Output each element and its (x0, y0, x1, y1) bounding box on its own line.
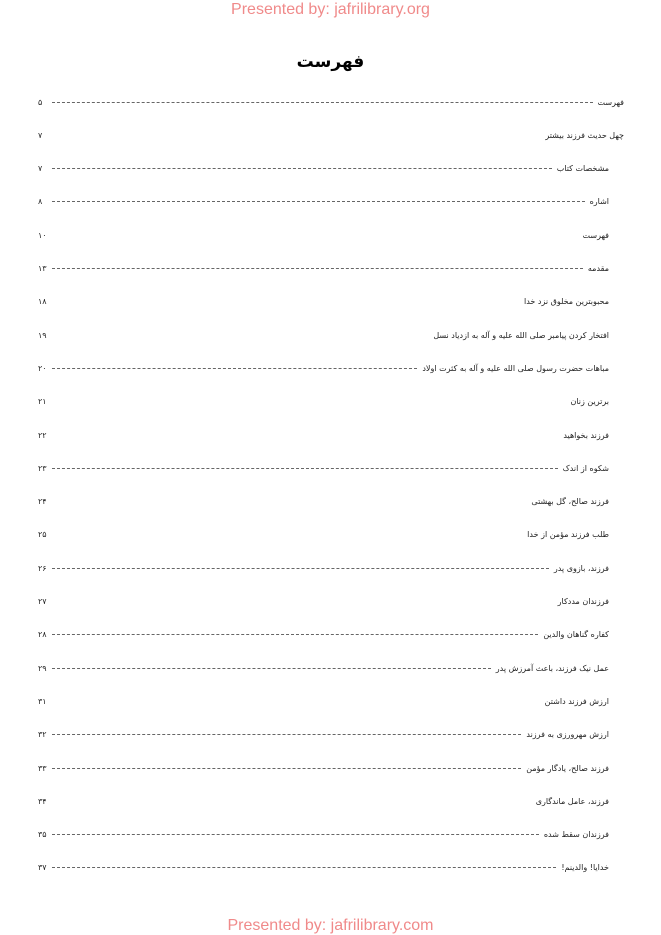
toc-entry[interactable] (38, 628, 609, 642)
toc-leader-dots (52, 435, 558, 436)
toc-entry-label: فرزند، بازوی پدر (553, 563, 609, 573)
watermark-top: Presented by: jafrilibrary.org (231, 1, 430, 18)
toc-leader-dots (52, 801, 531, 802)
toc-leader-dots (52, 135, 540, 136)
toc-leader-dots (52, 668, 491, 669)
toc-leader-dots (52, 634, 538, 635)
toc-entry-page-number: ۲۰ (38, 363, 47, 373)
page-title: فهرست (296, 52, 365, 72)
toc-leader-dots (52, 568, 549, 569)
toc-entry-label: عمل نیک فرزند، باعث آمرزش پدر (495, 663, 609, 673)
toc-leader-dots (52, 734, 521, 735)
toc-entry-label: خدایا! والدینم! (561, 863, 609, 873)
toc-entry-page-number: ۷ (38, 164, 43, 174)
toc-leader-dots (52, 168, 552, 169)
toc-leader-dots (52, 401, 565, 402)
toc-entry-label: شکوه از اندک (562, 463, 609, 473)
toc-entry[interactable] (38, 495, 609, 509)
toc-leader-dots (52, 368, 417, 369)
toc-entry[interactable] (38, 461, 609, 475)
toc-entry-label: فرزندان سقط شده (543, 830, 609, 840)
toc-entry[interactable] (38, 595, 609, 609)
toc-entry[interactable] (38, 794, 609, 808)
toc-entry-page-number: ۵ (38, 97, 43, 107)
toc-entry-page-number: ۳۷ (38, 863, 47, 873)
toc-entry-label: چهل حدیث فرزند بیشتر (545, 130, 624, 140)
toc-entry-page-number: ۳۲ (38, 730, 47, 740)
toc-entry[interactable] (38, 395, 609, 409)
toc-entry[interactable] (38, 361, 609, 375)
toc-entry[interactable] (38, 128, 624, 142)
toc-entry-page-number: ۷ (38, 130, 43, 140)
toc-entry-page-number: ۲۶ (38, 563, 47, 573)
toc-entry-page-number: ۳۱ (38, 696, 47, 706)
toc-entry-label: فرزند، عامل ماندگاری (535, 796, 609, 806)
toc-entry-label: طلب فرزند مؤمن از خدا (527, 530, 609, 540)
toc-entry-label: مباهات حضرت رسول صلی الله علیه و آله به کثرت اولاد (422, 363, 609, 373)
toc-entry-page-number: ۸ (38, 197, 43, 207)
toc-leader-dots (52, 768, 521, 769)
toc-leader-dots (52, 834, 539, 835)
toc-entry-label: برترین زنان (570, 397, 609, 407)
toc-leader-dots (52, 701, 540, 702)
toc-entry[interactable] (38, 561, 609, 575)
toc-entry[interactable] (38, 262, 609, 276)
toc-entry-label: محبوبترین مخلوق نزد خدا (523, 297, 609, 307)
toc-entry[interactable] (38, 162, 609, 176)
toc-entry[interactable] (38, 828, 609, 842)
toc-entry-page-number: ۲۹ (38, 663, 47, 673)
toc-entry[interactable] (38, 428, 609, 442)
toc-entry-label: مشخصات کتاب (556, 164, 609, 174)
toc-entry-label: فهرست (582, 230, 609, 240)
toc-entry-page-number: ۲۷ (38, 597, 47, 606)
toc-entry-page-number: ۳۵ (38, 830, 47, 840)
toc-leader-dots (52, 301, 519, 302)
toc-leader-dots (52, 235, 578, 236)
toc-entry[interactable] (38, 761, 609, 775)
toc-entry[interactable] (38, 228, 609, 242)
toc-entry-page-number: ۲۲ (38, 430, 47, 440)
toc-leader-dots (52, 102, 593, 103)
toc-entry[interactable] (38, 295, 609, 309)
toc-entry-label: فرزندان مددکار (557, 597, 609, 606)
toc-entry-page-number: ۳۴ (38, 796, 47, 806)
toc-leader-dots (52, 201, 585, 202)
toc-entry[interactable] (38, 694, 609, 708)
toc-leader-dots (52, 601, 553, 602)
toc-entry-page-number: ۱۹ (38, 330, 47, 340)
toc-leader-dots (52, 534, 522, 535)
toc-entry-label: ارزش فرزند داشتن (544, 696, 609, 706)
toc-entry-label: فرزند بخواهید (563, 430, 609, 440)
toc-entry[interactable] (38, 728, 609, 742)
toc-entry[interactable] (38, 528, 609, 542)
toc-entry-label: ارزش مهرورزی به فرزند (526, 730, 609, 740)
toc-entry[interactable] (38, 195, 609, 209)
toc-entry-label: اشاره (589, 197, 609, 207)
watermark-bottom: Presented by: jafrilibrary.com (227, 917, 434, 934)
toc-entry[interactable] (38, 861, 609, 875)
toc-entry-label: فرزند صالح، یادگار مؤمن (526, 763, 609, 773)
toc-entry-page-number: ۲۸ (38, 630, 47, 640)
toc-entry-page-number: ۲۵ (38, 530, 47, 540)
toc-entry-page-number: ۱۸ (38, 297, 47, 307)
toc-entry-label: افتخار کردن پیامبر صلی الله علیه و آله به ازدیاد نسل (433, 330, 609, 340)
toc-entry-page-number: ۲۱ (38, 397, 47, 407)
toc-entry-label: کفاره گناهان والدین (543, 630, 609, 640)
toc-entry-page-number: ۲۴ (38, 497, 47, 507)
toc-entry-page-number: ۲۳ (38, 463, 47, 473)
toc-entry-page-number: ۱۰ (38, 230, 47, 240)
toc-entry-label: فرزند صالح، گل بهشتی (531, 497, 609, 507)
toc-entry-page-number: ۳۳ (38, 763, 47, 773)
toc-entry[interactable] (38, 95, 624, 109)
toc-leader-dots (52, 335, 428, 336)
toc-leader-dots (52, 268, 583, 269)
toc-leader-dots (52, 468, 558, 469)
toc-entry-label: مقدمه (587, 264, 609, 273)
toc-leader-dots (52, 501, 526, 502)
toc-entry-page-number: ۱۳ (38, 264, 47, 273)
toc-entry-label: فهرست (597, 97, 624, 107)
toc-entry[interactable] (38, 328, 609, 342)
toc-leader-dots (52, 867, 556, 868)
toc-entry[interactable] (38, 661, 609, 675)
